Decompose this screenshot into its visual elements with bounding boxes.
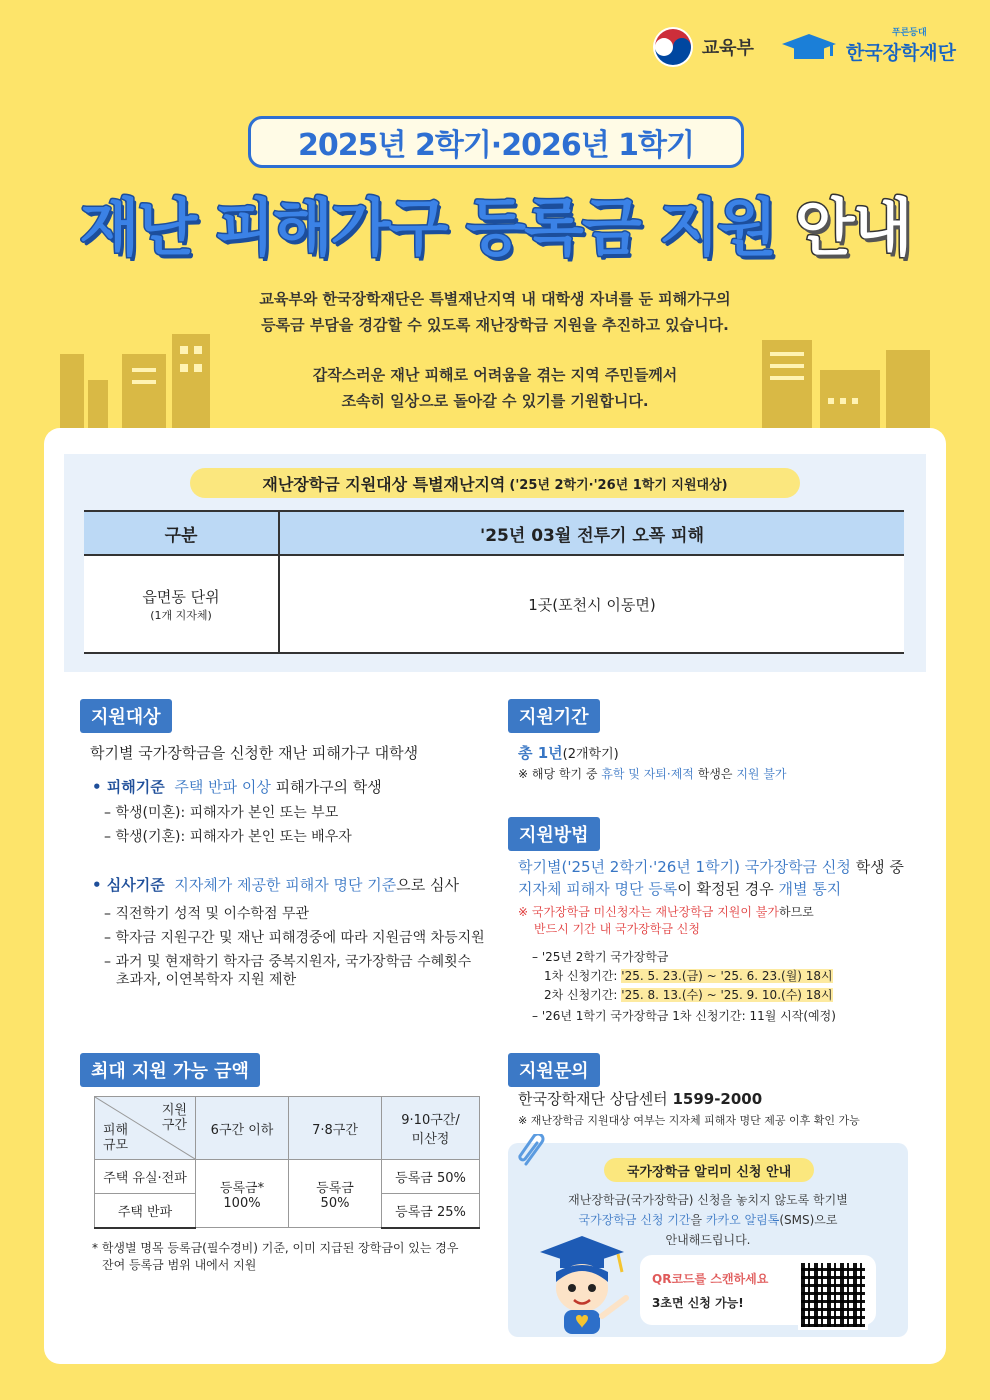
kosaf-logo-text: 한국장학재단 — [845, 42, 956, 64]
review-detail-1: – 직전학기 성적 및 이수학점 무관 — [104, 906, 310, 922]
review-criteria — [92, 874, 459, 895]
region-unit-sub: (1개 지자체) — [150, 608, 212, 622]
target-desc: 학기별 국가장학금을 신청한 재난 피해가구 대학생 — [90, 744, 419, 762]
diag-bottom: 피해 — [103, 1123, 129, 1138]
method-line-2-hl: 지자체 피해자 명단 등록 — [518, 880, 678, 898]
page-title — [0, 178, 990, 267]
amount-note-line: 잔여 등록금 범위 내에서 지원 — [102, 1258, 257, 1272]
method-line-2 — [518, 878, 841, 899]
amount-value-2 — [289, 1160, 382, 1228]
region-col-category: 구분 — [84, 511, 279, 555]
amount-tag: 최대 지원 가능 금액 — [80, 1053, 260, 1087]
damage-criteria-rest: 피해가구의 학생 — [275, 778, 382, 796]
region-row-label — [84, 555, 279, 653]
region-unit: 읍면동 단위 — [142, 587, 220, 606]
region-title-text: 재난장학금 지원대상 특별재난지역 — [262, 474, 506, 494]
method-line-2-hl2: 개별 통지 — [778, 880, 842, 898]
damage-criteria-label: • 피해기준 — [92, 778, 165, 796]
review-criteria-value: 지자체가 제공한 피해자 명단 기준 — [174, 876, 397, 894]
amount-col-3-line: 미산정 — [411, 1132, 450, 1147]
alim-desc-line: 안내해드립니다. — [665, 1233, 751, 1247]
period-note — [518, 765, 787, 782]
method-line-1 — [518, 856, 904, 877]
method-warning-2: 반드시 기간 내 국가장학금 신청 — [534, 922, 700, 936]
alim-desc-mid: 을 — [690, 1213, 703, 1227]
amount-col-1: 6구간 이하 — [196, 1097, 289, 1160]
amount-value-line: 100% — [223, 1195, 261, 1211]
moe-logo — [652, 26, 754, 68]
review-detail-2: – 학자금 지원구간 및 재난 피해경중에 따라 지원금액 차등지원 — [104, 930, 485, 946]
amount-col-3 — [382, 1097, 480, 1160]
period-tag: 지원기간 — [508, 699, 600, 733]
schedule-line-4: – '26년 1학기 국가장학금 1차 신청기간: 11월 시작(예정) — [532, 1009, 836, 1023]
inquiry-center-name: 한국장학재단 상담센터 — [518, 1090, 668, 1108]
method-line-1-hl: 학기별('25년 2학기·'26년 1학기) 국가장학금 신청 — [518, 858, 851, 876]
method-tag: 지원방법 — [508, 817, 600, 851]
inquiry-center — [518, 1088, 762, 1109]
semester-subtitle: 2025년 2학기·2026년 1학기 — [248, 116, 744, 168]
schedule-value: '25. 5. 23.(금) ~ '25. 6. 23.(월) 18시 — [621, 969, 833, 983]
period-note-hl: 휴학 및 자퇴·제적 — [601, 767, 694, 781]
qr-scan-text: QR코드를 스캔하세요 — [652, 1272, 769, 1286]
amount-col-2: 7·8구간 — [289, 1097, 382, 1160]
period-section — [508, 699, 600, 733]
page-title-main: 재난 피해가구 등록금 지원 — [79, 191, 776, 264]
amount-value-line: 등록금 — [316, 1180, 354, 1196]
method-line-1-rest: 학생 중 — [855, 858, 904, 876]
amount-table — [94, 1096, 480, 1229]
amount-value-3: 등록금 50% — [382, 1160, 480, 1194]
inquiry-tag: 지원문의 — [508, 1053, 600, 1087]
paperclip-icon — [516, 1134, 548, 1170]
damage-detail-1: – 학생(미혼): 피해자가 본인 또는 부모 — [104, 805, 339, 821]
inquiry-section — [508, 1053, 600, 1087]
amount-value-line: 50% — [320, 1195, 350, 1211]
intro-paragraph-1 — [0, 286, 990, 338]
alim-desc-line: 재난장학금(국가장학금) 신청을 놓치지 않도록 학기별 — [568, 1193, 848, 1207]
method-warning-b: 재난장학금 지원이 불가 — [655, 905, 779, 919]
damage-detail-2: – 학생(기혼): 피해자가 본인 또는 배우자 — [104, 829, 352, 845]
qr-code[interactable] — [798, 1260, 868, 1330]
region-title-sub: ('25년 2학기·'26년 1학기 지원대상) — [509, 477, 728, 493]
schedule-line-2 — [544, 967, 833, 984]
target-tag: 지원대상 — [80, 699, 172, 733]
damage-criteria — [92, 776, 382, 797]
alim-desc-line — [508, 1210, 908, 1230]
intro-line: 등록금 부담을 경감할 수 있도록 재난장학금 지원을 추진하고 있습니다. — [261, 316, 729, 334]
diag-top: 지원 — [161, 1103, 187, 1118]
amount-note-line: * 학생별 명목 등록금(필수경비) 기준, 이미 지급된 장학금이 있는 경우 — [92, 1241, 459, 1255]
schedule-line-1: – '25년 2학기 국가장학금 — [532, 950, 669, 964]
amount-value-line: 등록금* — [219, 1180, 265, 1196]
method-line-2-mid: 이 확정된 경우 — [677, 880, 774, 898]
review-criteria-rest: 으로 심사 — [396, 876, 459, 894]
kosaf-tagline: 푸른등대 — [891, 28, 927, 38]
method-warning-a: ※ 국가장학금 미신청자는 — [518, 905, 652, 919]
amount-value-1 — [196, 1160, 289, 1228]
mascot-character-icon — [532, 1232, 636, 1338]
inquiry-note: ※ 재난장학금 지원대상 여부는 지자체 피해자 명단 제공 이후 확인 가능 — [518, 1114, 860, 1127]
target-section — [80, 699, 172, 733]
amount-row-1-label: 주택 유실·전파 — [95, 1160, 196, 1194]
amount-row-2-label: 주택 반파 — [95, 1194, 196, 1228]
intro-line: 갑작스러운 재난 피해로 어려움을 겪는 지역 주민들께서 — [312, 366, 678, 384]
alim-desc-hl: 국가장학금 신청 기간 — [578, 1213, 691, 1227]
region-row-value: 1곳(포천시 이동면) — [279, 555, 904, 653]
period-value — [518, 742, 619, 763]
moe-logo-text: 교육부 — [701, 38, 754, 59]
alim-title — [604, 1158, 814, 1182]
method-warning-c: 하므로 — [779, 905, 814, 919]
diag-bottom: 규모 — [103, 1138, 129, 1153]
method-section — [508, 817, 600, 851]
amount-value-4: 등록금 25% — [382, 1194, 480, 1228]
alim-desc-rest: (SMS)으로 — [779, 1213, 838, 1227]
region-col-incident: '25년 03월 전투기 오폭 피해 — [279, 511, 904, 555]
amount-diagonal-header — [95, 1097, 196, 1160]
taegeuk-icon — [652, 26, 694, 68]
period-note-pre: ※ 해당 학기 중 — [518, 767, 598, 781]
review-detail-3-cont: 초과자, 이연복학자 지원 제한 — [116, 972, 297, 988]
graduation-cap-icon — [780, 32, 838, 62]
alim-title-text: 국가장학금 알리미 신청 안내 — [626, 1164, 792, 1180]
inquiry-phone[interactable]: 1599-2000 — [672, 1090, 763, 1108]
schedule-label: 1차 신청기간: — [544, 969, 618, 983]
kosaf-logo — [780, 29, 956, 65]
schedule-value: '25. 8. 13.(수) ~ '25. 9. 10.(수) 18시 — [621, 988, 833, 1002]
method-warning-1 — [518, 903, 814, 920]
period-note-mid: 학생은 — [697, 767, 733, 781]
review-criteria-label: • 심사기준 — [92, 876, 165, 894]
amount-note — [92, 1240, 459, 1274]
qr-signup-text: 3초면 신청 가능! — [652, 1296, 744, 1310]
period-note-hl2: 지원 불가 — [736, 767, 787, 781]
amount-col-3-line: 9·10구간/ — [401, 1113, 460, 1128]
schedule-line-3 — [544, 986, 833, 1003]
intro-line: 조속히 일상으로 돌아갈 수 있기를 기원합니다. — [341, 392, 649, 410]
period-total-sub: (2개학기) — [562, 747, 619, 762]
damage-criteria-value: 주택 반파 이상 — [174, 778, 271, 796]
page-title-suffix: 안내 — [794, 191, 911, 264]
review-detail-3: – 과거 및 현재학기 학자금 중복지원자, 국가장학금 수혜횟수 — [104, 954, 472, 970]
period-total: 총 1년 — [518, 744, 563, 762]
diag-top: 구간 — [161, 1118, 187, 1133]
logo-area — [652, 26, 956, 68]
alim-desc-hl2: 카카오 알림톡 — [705, 1213, 780, 1227]
region-section-title — [190, 468, 800, 498]
intro-line: 교육부와 한국장학재단은 특별재난지역 내 대학생 자녀를 둔 피해가구의 — [259, 290, 731, 308]
amount-section — [80, 1053, 260, 1087]
schedule-label: 2차 신청기간: — [544, 988, 618, 1002]
region-table — [84, 510, 904, 654]
